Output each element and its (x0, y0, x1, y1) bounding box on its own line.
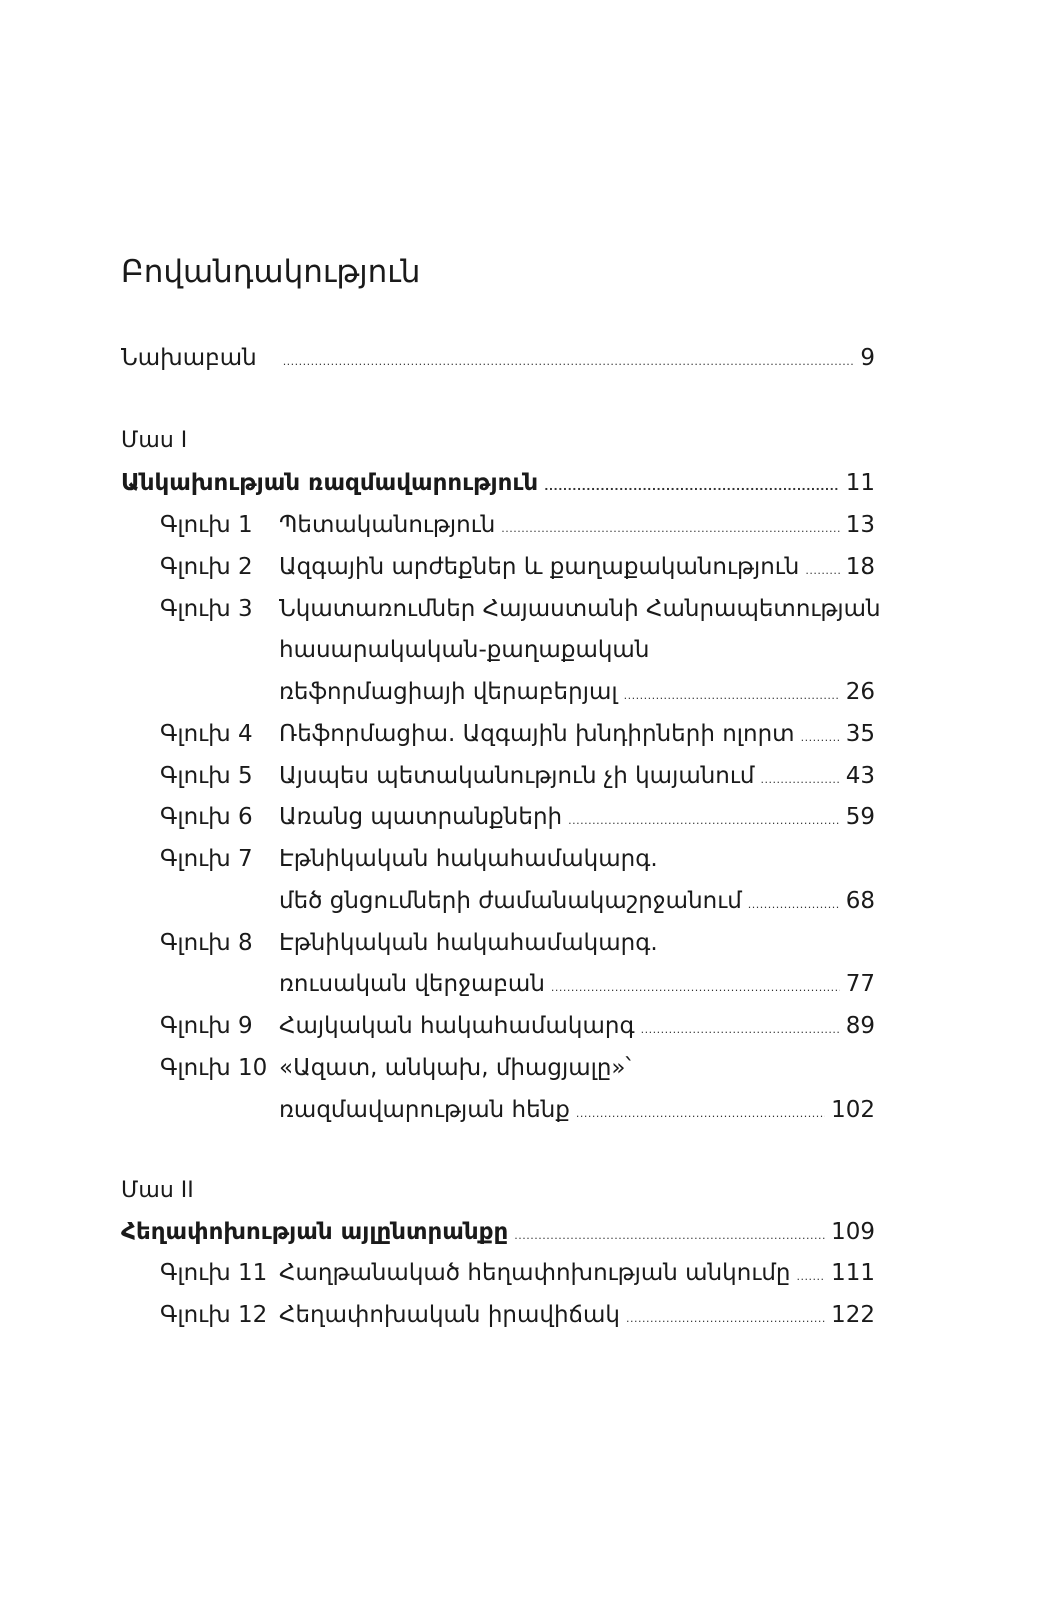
toc-entry-part-heading[interactable] (121, 1212, 875, 1256)
chapter-title: Պետականություն (279, 512, 496, 538)
page-number: 35 (845, 721, 875, 747)
chapter-title-line: Էթնիկական հակահամակարգ. (279, 846, 658, 872)
dot-leader (626, 1299, 825, 1339)
chapter-title-line: հասարակական-քաղաքական (279, 637, 650, 663)
page-number: 26 (845, 679, 875, 705)
chapter-label: Գլուխ 9 (160, 1013, 253, 1039)
page-number: 13 (845, 512, 875, 538)
part-label: Մաս II (121, 1178, 194, 1203)
dot-leader (283, 342, 855, 382)
dot-leader (805, 551, 839, 591)
toc-entry-chapter[interactable] (279, 881, 875, 925)
chapter-title: ռուսական վերջաբան (279, 971, 545, 997)
chapter-label: Գլուխ 12 (160, 1302, 268, 1328)
chapter-title: ռեֆորմացիայի վերաբերյալ (279, 679, 618, 705)
dot-leader (544, 467, 840, 507)
page-number: 59 (845, 804, 875, 830)
toc-entry-chapter[interactable] (279, 1090, 875, 1134)
dot-leader (501, 509, 839, 549)
toc-entry-chapter[interactable] (279, 1295, 875, 1339)
toc-entry-chapter[interactable] (279, 797, 875, 841)
dot-leader (801, 718, 840, 758)
toc-entry-chapter[interactable] (279, 505, 875, 549)
chapter-label: Գլուխ 1 (160, 512, 253, 538)
chapter-title: ռազմավարության հենք (279, 1097, 570, 1123)
chapter-label: Գլուխ 3 (160, 596, 253, 622)
page-number: 109 (831, 1219, 875, 1245)
page-number: 102 (831, 1097, 875, 1123)
chapter-label: Գլուխ 11 (160, 1260, 268, 1286)
toc-entry-preface[interactable] (121, 338, 875, 382)
dot-leader (760, 760, 839, 800)
page-number: 18 (845, 554, 875, 580)
part-label: Մաս I (121, 428, 188, 453)
dot-leader (576, 1094, 825, 1134)
page-number: 43 (845, 763, 875, 789)
page-number: 9 (860, 345, 875, 371)
dot-leader (641, 1010, 840, 1050)
chapter-title: Հաղթանակած հեղափոխության անկումը (279, 1260, 791, 1286)
chapter-title: Ռեֆորմացիա. Ազգային խնդիրների ոլորտ (279, 721, 795, 747)
entry-title: Նախաբան (121, 345, 257, 371)
toc-entry-chapter[interactable] (279, 1006, 875, 1050)
toc-entry-chapter[interactable] (279, 1253, 875, 1297)
page-number: 68 (845, 888, 875, 914)
dot-leader (551, 968, 840, 1008)
toc-entry-chapter[interactable] (279, 714, 875, 758)
chapter-title-line: Էթնիկական հակահամակարգ. (279, 930, 658, 956)
dot-leader (568, 801, 840, 841)
toc-entry-chapter[interactable] (279, 672, 875, 716)
chapter-title-line: «Ազատ, անկախ, միացյալը»՝ (279, 1055, 631, 1081)
page-number: 122 (831, 1302, 875, 1328)
page-number: 77 (845, 971, 875, 997)
chapter-label: Գլուխ 4 (160, 721, 253, 747)
page-number: 111 (831, 1260, 875, 1286)
chapter-label: Գլուխ 6 (160, 804, 253, 830)
chapter-title: մեծ ցնցումների ժամանակաշրջանում (279, 888, 742, 914)
dot-leader (748, 885, 840, 925)
chapter-label: Գլուխ 8 (160, 930, 253, 956)
dot-leader (514, 1216, 825, 1256)
part-heading: Անկախության ռազմավարություն (121, 470, 539, 496)
part-heading: Հեղափոխության այլընտրանքը (121, 1219, 509, 1245)
chapter-title: Հայկական հակահամակարգ (279, 1013, 635, 1039)
chapter-title: Հեղափոխական իրավիճակ (279, 1302, 620, 1328)
chapter-title-line: Նկատառումներ Հայաստանի Հանրապետության (279, 596, 881, 622)
page-number: 11 (845, 470, 875, 496)
chapter-label: Գլուխ 2 (160, 554, 253, 580)
dot-leader (624, 676, 840, 716)
toc-entry-part-heading[interactable] (121, 463, 875, 507)
chapter-label: Գլուխ 10 (160, 1055, 268, 1081)
chapter-title: Ազգային արժեքներ և քաղաքականություն (279, 554, 800, 580)
chapter-title: Առանց պատրանքների (279, 804, 563, 830)
chapter-label: Գլուխ 5 (160, 763, 253, 789)
chapter-label: Գլուխ 7 (160, 846, 253, 872)
toc-entry-chapter[interactable] (279, 547, 875, 591)
dot-leader (796, 1257, 825, 1297)
page-title: Բովանդակություն (121, 254, 421, 290)
chapter-title: Այսպես պետականություն չի կայանում (279, 763, 755, 789)
toc-entry-chapter[interactable] (279, 964, 875, 1008)
toc-entry-chapter[interactable] (279, 756, 875, 800)
page-number: 89 (845, 1013, 875, 1039)
